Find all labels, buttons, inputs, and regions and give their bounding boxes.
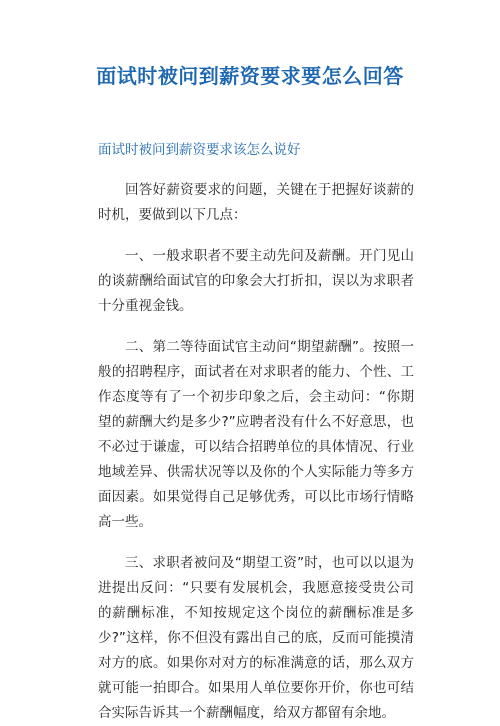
document-title: 面试时被问到薪资要求要怎么回答 — [96, 64, 404, 88]
paragraph-point-2: 二、第二等待面试官主动问“期望薪酬”。按照一般的招聘程序，面试者在对求职者的能力、个性、工作态度等有了一个初步印象之后，会主动问：“你期望的薪酬大约是多少?”应聘者没有什么不好意思，也不必过于谦虚，可以结合招聘单位的具体情况、行业地域差异、供需状况等以及你的个人实际能力等多方面因素。如果觉得自己足够优秀，可以比市场行情略高一些。 — [98, 339, 414, 530]
paragraph-point-3: 三、求职者被问及“期望工资”时，也可以以退为进提出反问：“只要有发展机会，我愿意接受贵公司的薪酬标准，不知按规定这个岗位的薪酬标准是多少?”这样，你不但没有露出自己的底，反而可能摸清对方的底。如果你对对方的标准满意的话，那么双方就可能一拍即合。如果用人单位要你开价，你也可结合实际告诉其一个薪酬幅度，给双方都留有余地。 — [98, 555, 414, 721]
section-subtitle: 面试时被问到薪资要求该怎么说好 — [98, 142, 301, 158]
paragraph-intro: 回答好薪资要求的问题，关键在于把握好谈薪的时机，要做到以下几点： — [98, 182, 414, 223]
paragraph-point-1: 一、一般求职者不要主动先问及薪酬。开门见山的谈薪酬给面试官的印象会大打折扣，误以为求职者十分重视金钱。 — [98, 248, 414, 314]
